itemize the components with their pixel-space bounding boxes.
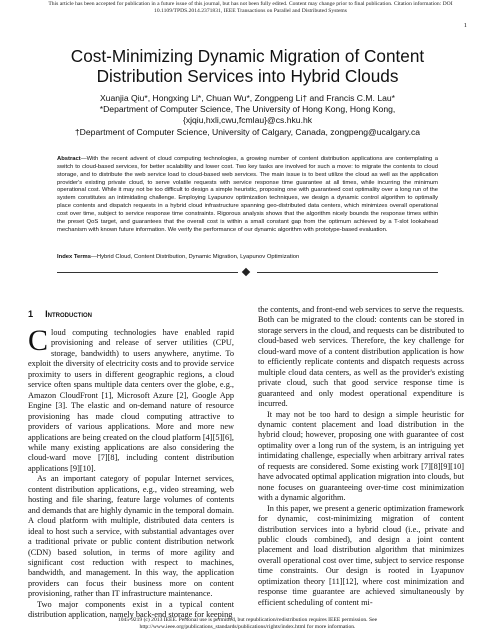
paragraph-intro-1 [28,324,234,474]
author-names: Xuanjia Qiu*, Hongxing Li*, Chuan Wu*, Zongpeng Li† and Francis C.M. Lau* [99,93,396,103]
page-number: 1 [463,22,467,29]
section-title: Introduction [45,309,93,319]
publication-notice [6,1,495,14]
paragraph-right-2: It may not be too hard to design a simple heuristic for dynamic content placement and load distribution in the hybrid cloud; however, proposing one with guarantee of cost optimality over a long run of the system, is an intriguing yet intimidating challenge, especially when arbitrary arrival rates of requests are considered. Some existing work [7][8][9][10] have advocated optimal application migration into clouds, but none focuses on guaranteeing over-time cost minimization with a dynamic algorithm. [258,409,464,503]
paragraph-intro-2: As an important category of popular Internet services, content distribution applications, e.g., video streaming, web hosting and file sharing, feature large volumes of contents and demands that are highly dynamic in the temporal domain. A cloud platform with multiple, distributed data centers is ideal to host such a service, with substantial advantages over a traditional private or public content distribution network (CDN) based solution, in terms of more agility and significant cost reduction with respect to machines, bandwidth, and management. In this way, the application providers can focus their business more on content provisioning, rather than IT infrastructure maintenance. [28,474,234,599]
title-line-2: Distribution Services into Hybrid Clouds [96,66,399,86]
drop-cap: C [28,324,49,357]
section-divider [57,268,438,277]
title-line-1: Cost-Minimizing Dynamic Migration of Content [70,46,425,66]
paper-title [0,46,495,86]
footer-line-2: http://www.ieee.org/publications_standards/publications/rights/index.html for more information. [139,623,356,630]
email-1: {xjqiu,hxli,cwu,fcmlau}@cs.hku.hk [182,115,313,126]
right-column [258,305,464,608]
divider-line-left [57,272,238,273]
abstract-label: Abstract [57,156,81,162]
copyright-footer [0,617,495,631]
affiliation-2: †Department of Computer Science, University of Calgary, Canada, zongpeng@ucalgary.ca [74,126,421,137]
left-column [28,308,234,621]
paragraph-right-1: the contents, and front-end web services to serve the requests. Both can be migrated to the cloud: contents can be stored in storage servers in the cloud, and requests can be distributed to cloud-based web services. Therefore, the key challenge for cloud-ward move of a content distribution application is how to efficiently replicate contents and dispatch requests across multiple cloud data centers, as well as the provider's existing private cloud, such that good service response time is guaranteed and only modest operational expenditure is incurred. [258,305,464,409]
abstract-text: —With the recent advent of cloud computing technologies, a growing number of content distribution applications are contemplating a switch to cloud-based services, for better scalability and lower cost. Two key tasks are involved for such a move: to migrate the contents to cloud storage, and to distribute the web service load to cloud-based web services. The main issue is to best utilize the cloud as well as the application provider's existing private cloud, to serve volatile requests with service response time guarantee at all times, while incurring the minimum operational cost. While it may not be too difficult to design a simple heuristic, proposing one with guaranteed cost optimality over a long run of the system constitutes an intimidating challenge. Employing Lyapunov optimization techniques, we design a dynamic control algorithm to optimally place contents and dispatch requests in a hybrid cloud infrastructure spanning geo-distributed data centers, which minimizes overall operational cost over time, subject to service response time constraints. Rigorous analysis shows that the algorithm nicely bounds the response times within the preset QoS target, and guarantees that the overall cost is within a small constant gap from the optimum achieved by a T-slot lookahead mechanism with known future information. We verify the performance of our dynamic algorithm with prototype-based evaluation. [57,156,438,233]
section-number: 1 [28,309,34,319]
paragraph-intro-3: Two major components exist in a typical content distribution application, namely back-end storage for keeping [28,599,234,620]
divider-line-right [257,272,438,273]
index-terms-text: —Hybrid Cloud, Content Distribution, Dynamic Migration, Lyapunov Optimization [91,254,300,260]
section-heading [28,308,234,320]
diamond-ornament-icon [242,268,250,276]
index-terms [57,254,438,262]
footer-line-1: 1045-9219 (c) 2013 IEEE. Personal use is permitted, but republication/redistribution requires IEEE permission. See [117,617,378,623]
notice-line-1: This article has been accepted for publication in a future issue of this journal, but has not been fully edited. Content may change prior to final publication. Citation information: DOI [48,1,453,7]
paragraph-right-3: In this paper, we present a generic optimization framework for dynamic, cost-minimizing migration of content distribution services into a hybrid cloud (i.e., private and public clouds combined), and design a joint content placement and load distribution algorithm that minimizes overall operational cost over time, subject to service response time constraints. Our design is rooted in Lyapunov optimization theory [11][12], where cost minimization and response time guarantee are achieved simultaneously by efficient scheduling of content mi- [258,503,464,607]
paragraph-intro-1-text: loud computing technologies have enabled rapid provisioning and release of server utilities (CPU, storage, bandwidth) to users anywhere, anytime. To exploit the diversity of electricity costs and to provide service proximity to users in different geographic regions, a cloud service often spans multiple data centers over the globe, e.g., Amazon CloudFront [1], Microsoft Azure [2], Google App Engine [3]. The elastic and on-demand nature of resource provisioning has made cloud computing attractive to providers of various applications. More and more new applications are being created on the cloud platform [4][5][6], while many existing applications are also considering the cloud-ward move [7][8], including content distribution applications [9][10]. [28,328,234,473]
affiliation-1: *Department of Computer Science, The University of Hong Kong, Hong Kong, [99,104,396,115]
index-terms-label: Index Terms [57,254,91,260]
abstract [57,156,438,234]
notice-line-2: 10.1109/TPDS.2014.2371831, IEEE Transactions on Parallel and Distributed Systems [154,7,347,14]
author-block [0,93,495,138]
